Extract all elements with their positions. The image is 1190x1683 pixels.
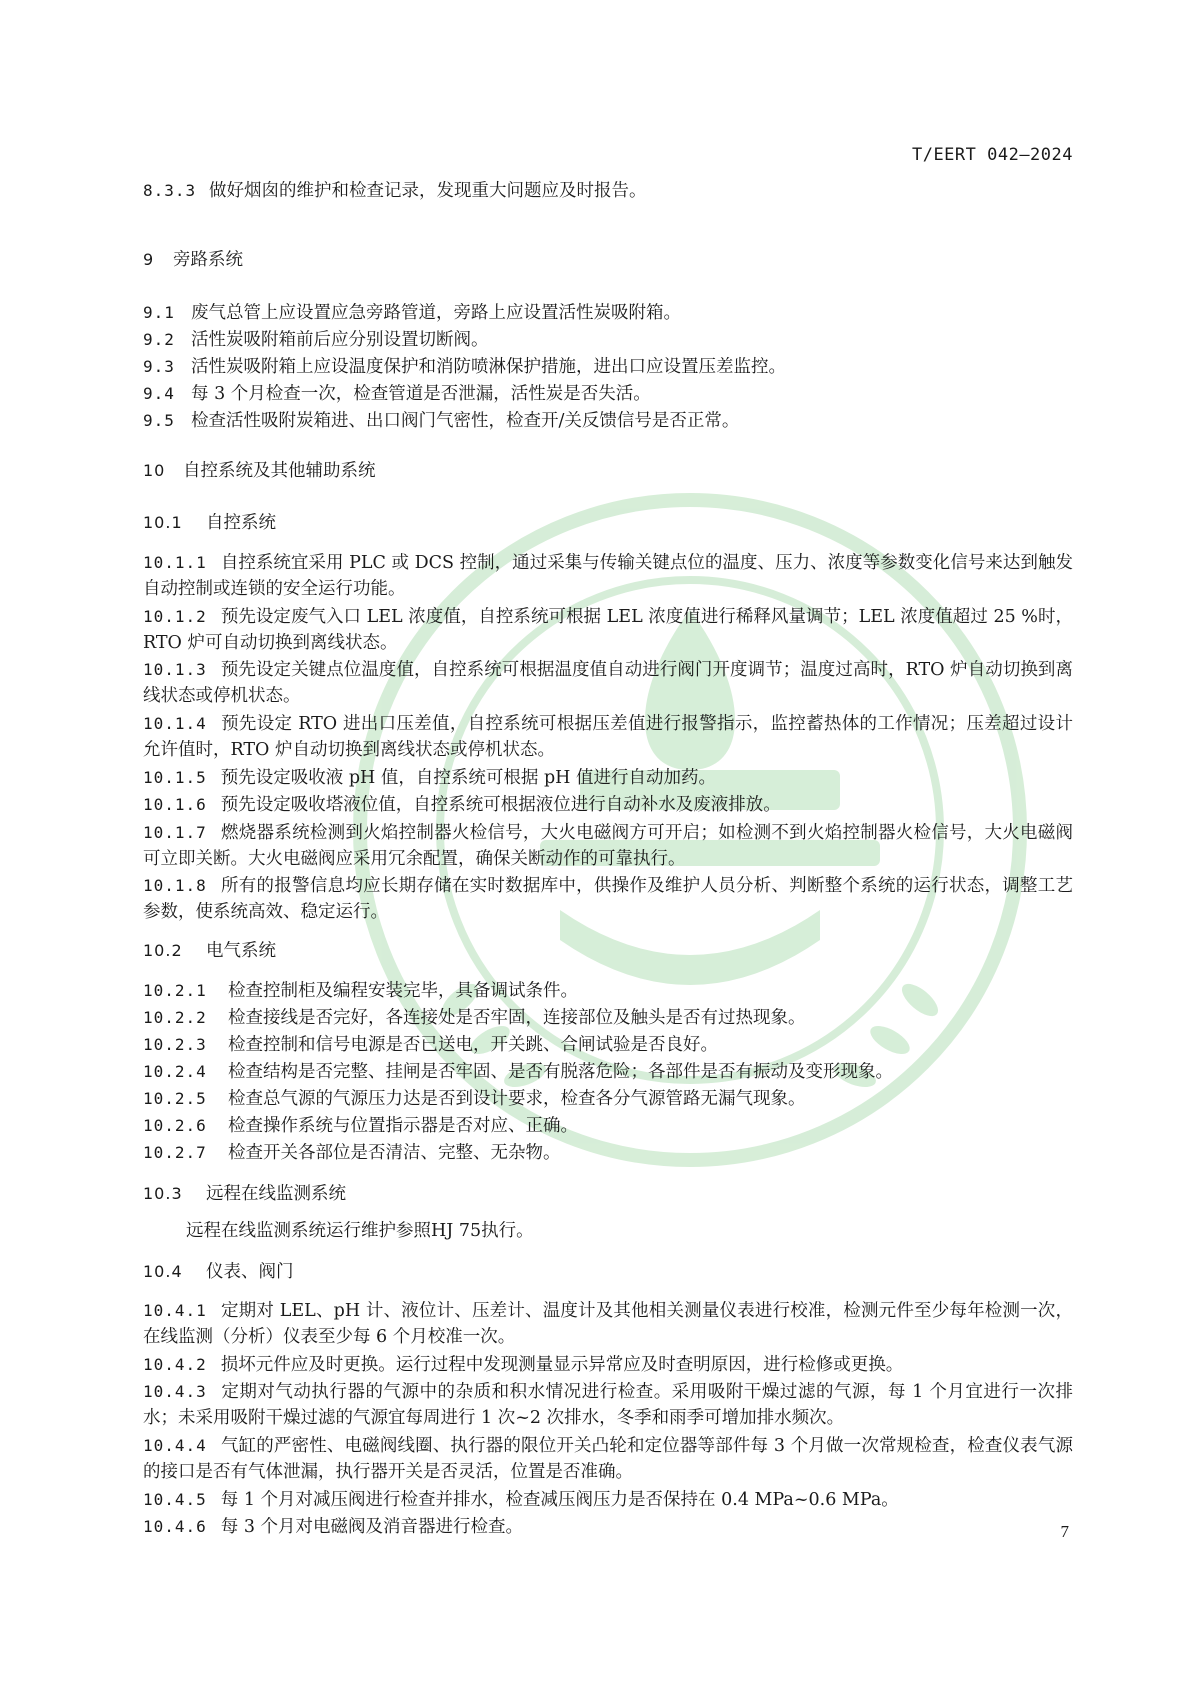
section-number: 9	[143, 250, 155, 269]
clause-text: 检查开关各部位是否清洁、完整、无杂物。	[228, 1143, 561, 1163]
clause-10-2-5	[143, 1086, 1073, 1112]
subsection-heading-10-3	[143, 1181, 1073, 1207]
clause-text: 检查结构是否完整、挂闸是否牢固、是否有脱落危险；各部件是否有振动及变形现象。	[228, 1062, 893, 1082]
clause-text: 定期对 LEL、pH 计、液位计、压差计、温度计及其他相关测量仪表进行校准，检测元件至少每年检测一次，在线监测（分析）仪表至少每 6 个月校准一次。	[143, 1301, 1073, 1347]
clause-number: 10.4.6	[143, 1517, 207, 1536]
clause-number: 10.2.5	[143, 1089, 207, 1108]
clause-number: 10.4.2	[143, 1355, 207, 1374]
clause-10-2-3	[143, 1032, 1073, 1058]
clause-10-1-2	[143, 604, 1073, 656]
clause-number: 10.1.1	[143, 553, 207, 572]
clause-10-1-8	[143, 873, 1073, 925]
section-title: 自控系统及其他辅助系统	[183, 461, 376, 481]
clause-number: 10.4.3	[143, 1382, 207, 1401]
clause-text: 每 3 个月检查一次，检查管道是否泄漏，活性炭是否失活。	[191, 384, 651, 404]
subsection-heading-10-2	[143, 938, 1073, 964]
clause-text: 燃烧器系统检测到火焰控制器火检信号，大火电磁阀方可开启；如检测不到火焰控制器火检信号，大火电磁阀可立即关断。大火电磁阀应采用冗余配置，确保关断动作的可靠执行。	[143, 823, 1073, 869]
clause-text: 损坏元件应及时更换。运行过程中发现测量显示异常应及时查明原因，进行检修或更换。	[220, 1355, 904, 1375]
clause-9-4	[143, 381, 1073, 407]
clause-9-2	[143, 327, 1073, 353]
clause-number: 9.4	[143, 384, 175, 403]
clause-number: 10.1.3	[143, 660, 207, 679]
clause-10-4-1	[143, 1298, 1073, 1350]
clause-number: 10.1.2	[143, 607, 207, 626]
document-code: T/EERT 042—2024	[911, 145, 1073, 165]
clause-10-2-6	[143, 1113, 1073, 1139]
subsection-heading-10-4	[143, 1259, 1073, 1285]
clause-10-4-6	[143, 1514, 1073, 1540]
clause-10-2-2	[143, 1005, 1073, 1031]
clause-number: 10.2.2	[143, 1008, 207, 1027]
subsection-title: 远程在线监测系统	[206, 1184, 346, 1204]
clause-number: 10.2.6	[143, 1116, 207, 1135]
clause-number: 8.3.3	[143, 181, 197, 200]
clause-number: 10.2.3	[143, 1035, 207, 1054]
clause-10-1-7	[143, 820, 1073, 872]
clause-text: 检查控制和信号电源是否已送电，开关跳、合闸试验是否良好。	[228, 1035, 718, 1055]
clause-10-2-1	[143, 978, 1073, 1004]
clause-10-4-5	[143, 1487, 1073, 1513]
clause-10-4-2	[143, 1352, 1073, 1378]
section-title: 旁路系统	[173, 250, 243, 270]
clause-text: 所有的报警信息均应长期存储在实时数据库中，供操作及维护人员分析、判断整个系统的运行状态，调整工艺参数，使系统高效、稳定运行。	[143, 876, 1073, 922]
clause-10-1-5	[143, 765, 1073, 791]
clause-10-1-4	[143, 711, 1073, 763]
clause-number: 10.2.7	[143, 1143, 207, 1162]
subsection-heading-10-1	[143, 510, 1073, 536]
clause-text: 检查活性吸附炭箱进、出口阀门气密性，检查开/关反馈信号是否正常。	[191, 411, 740, 431]
clause-text: 检查操作系统与位置指示器是否对应、正确。	[228, 1116, 578, 1136]
page-number: 7	[1060, 1522, 1069, 1541]
clause-text: 做好烟囱的维护和检查记录，发现重大问题应及时报告。	[209, 181, 647, 201]
clause-9-3	[143, 354, 1073, 380]
section-heading-9	[143, 247, 1073, 273]
clause-text: 检查接线是否完好，各连接处是否牢固，连接部位及触头是否有过热现象。	[228, 1008, 806, 1028]
clause-number: 10.1.4	[143, 714, 207, 733]
clause-10-4-3	[143, 1379, 1073, 1431]
clause-text: 检查控制柜及编程安装完毕，具备调试条件。	[228, 981, 578, 1001]
clause-number: 10.2.1	[143, 981, 207, 1000]
clause-number: 9.3	[143, 357, 175, 376]
subsection-title: 电气系统	[206, 941, 276, 961]
subsection-number: 10.4	[143, 1262, 183, 1281]
clause-8-3-3	[143, 178, 1073, 204]
clause-10-2-4	[143, 1059, 1073, 1085]
clause-10-2-7	[143, 1140, 1073, 1166]
clause-number: 10.4.5	[143, 1490, 207, 1509]
subsection-number: 10.3	[143, 1184, 183, 1203]
subsection-number: 10.1	[143, 513, 183, 532]
clause-number: 10.2.4	[143, 1062, 207, 1081]
clause-text: 自控系统宜采用 PLC 或 DCS 控制，通过采集与传输关键点位的温度、压力、浓度等参数变化信号来达到触发自动控制或连锁的安全运行功能。	[143, 553, 1073, 599]
subsection-title: 自控系统	[206, 513, 276, 533]
clause-text: 废气总管上应设置应急旁路管道，旁路上应设置活性炭吸附箱。	[191, 303, 681, 323]
clause-text: 活性炭吸附箱上应设温度保护和消防喷淋保护措施，进出口应设置压差监控。	[191, 357, 786, 377]
clause-9-1	[143, 300, 1073, 326]
clause-number: 9.5	[143, 411, 175, 430]
clause-number: 10.1.6	[143, 795, 207, 814]
clause-10-1-1	[143, 550, 1073, 602]
section-heading-10	[143, 458, 1073, 484]
subsection-title: 仪表、阀门	[206, 1262, 294, 1282]
remote-monitoring-text: 远程在线监测系统运行维护参照HJ 75执行。	[186, 1221, 534, 1241]
clause-number: 9.2	[143, 330, 175, 349]
clause-text: 活性炭吸附箱前后应分别设置切断阀。	[191, 330, 489, 350]
clause-text: 预先设定吸收液 pH 值，自控系统可根据 pH 值进行自动加药。	[220, 768, 716, 788]
clause-10-1-6	[143, 792, 1073, 818]
clause-9-5	[143, 408, 1073, 434]
clause-text: 预先设定废气入口 LEL 浓度值，自控系统可根据 LEL 浓度值进行稀释风量调节；LEL 浓度值超过 25 %时，RTO 炉可自动切换到离线状态。	[143, 607, 1073, 653]
clause-number: 9.1	[143, 303, 175, 322]
clause-text: 气缸的严密性、电磁阀线圈、执行器的限位开关凸轮和定位器等部件每 3 个月做一次常规检查，检查仪表气源的接口是否有气体泄漏，执行器开关是否灵活，位置是否准确。	[143, 1436, 1073, 1482]
clause-10-4-4	[143, 1433, 1073, 1485]
subsection-number: 10.2	[143, 941, 183, 960]
clause-number: 10.4.4	[143, 1436, 207, 1455]
clause-text: 定期对气动执行器的气源中的杂质和积水情况进行检查。采用吸附干燥过滤的气源，每 1 个月宜进行一次排水；未采用吸附干燥过滤的气源宜每周进行 1 次~2 次排水，冬季和雨季可增加排水频次。	[143, 1382, 1073, 1428]
clause-text: 预先设定关键点位温度值，自控系统可根据温度值自动进行阀门开度调节；温度过高时，RTO 炉自动切换到离线状态或停机状态。	[143, 660, 1073, 706]
clause-number: 10.4.1	[143, 1301, 207, 1320]
clause-text: 每 1 个月对减压阀进行检查并排水，检查减压阀压力是否保持在 0.4 MPa~0.6 MPa。	[220, 1490, 899, 1510]
clause-text: 检查总气源的气源压力达是否到设计要求，检查各分气源管路无漏气现象。	[228, 1089, 806, 1109]
clause-10-1-3	[143, 657, 1073, 709]
clause-text: 预先设定吸收塔液位值，自控系统可根据液位进行自动补水及废液排放。	[220, 795, 781, 815]
clause-text: 预先设定 RTO 进出口压差值，自控系统可根据压差值进行报警指示，监控蓄热体的工作情况；压差超过设计允许值时，RTO 炉自动切换到离线状态或停机状态。	[143, 714, 1073, 760]
clause-number: 10.1.5	[143, 768, 207, 787]
section-number: 10	[143, 461, 166, 480]
clause-text: 每 3 个月对电磁阀及消音器进行检查。	[220, 1517, 524, 1537]
clause-number: 10.1.7	[143, 823, 207, 842]
clause-number: 10.1.8	[143, 876, 207, 895]
